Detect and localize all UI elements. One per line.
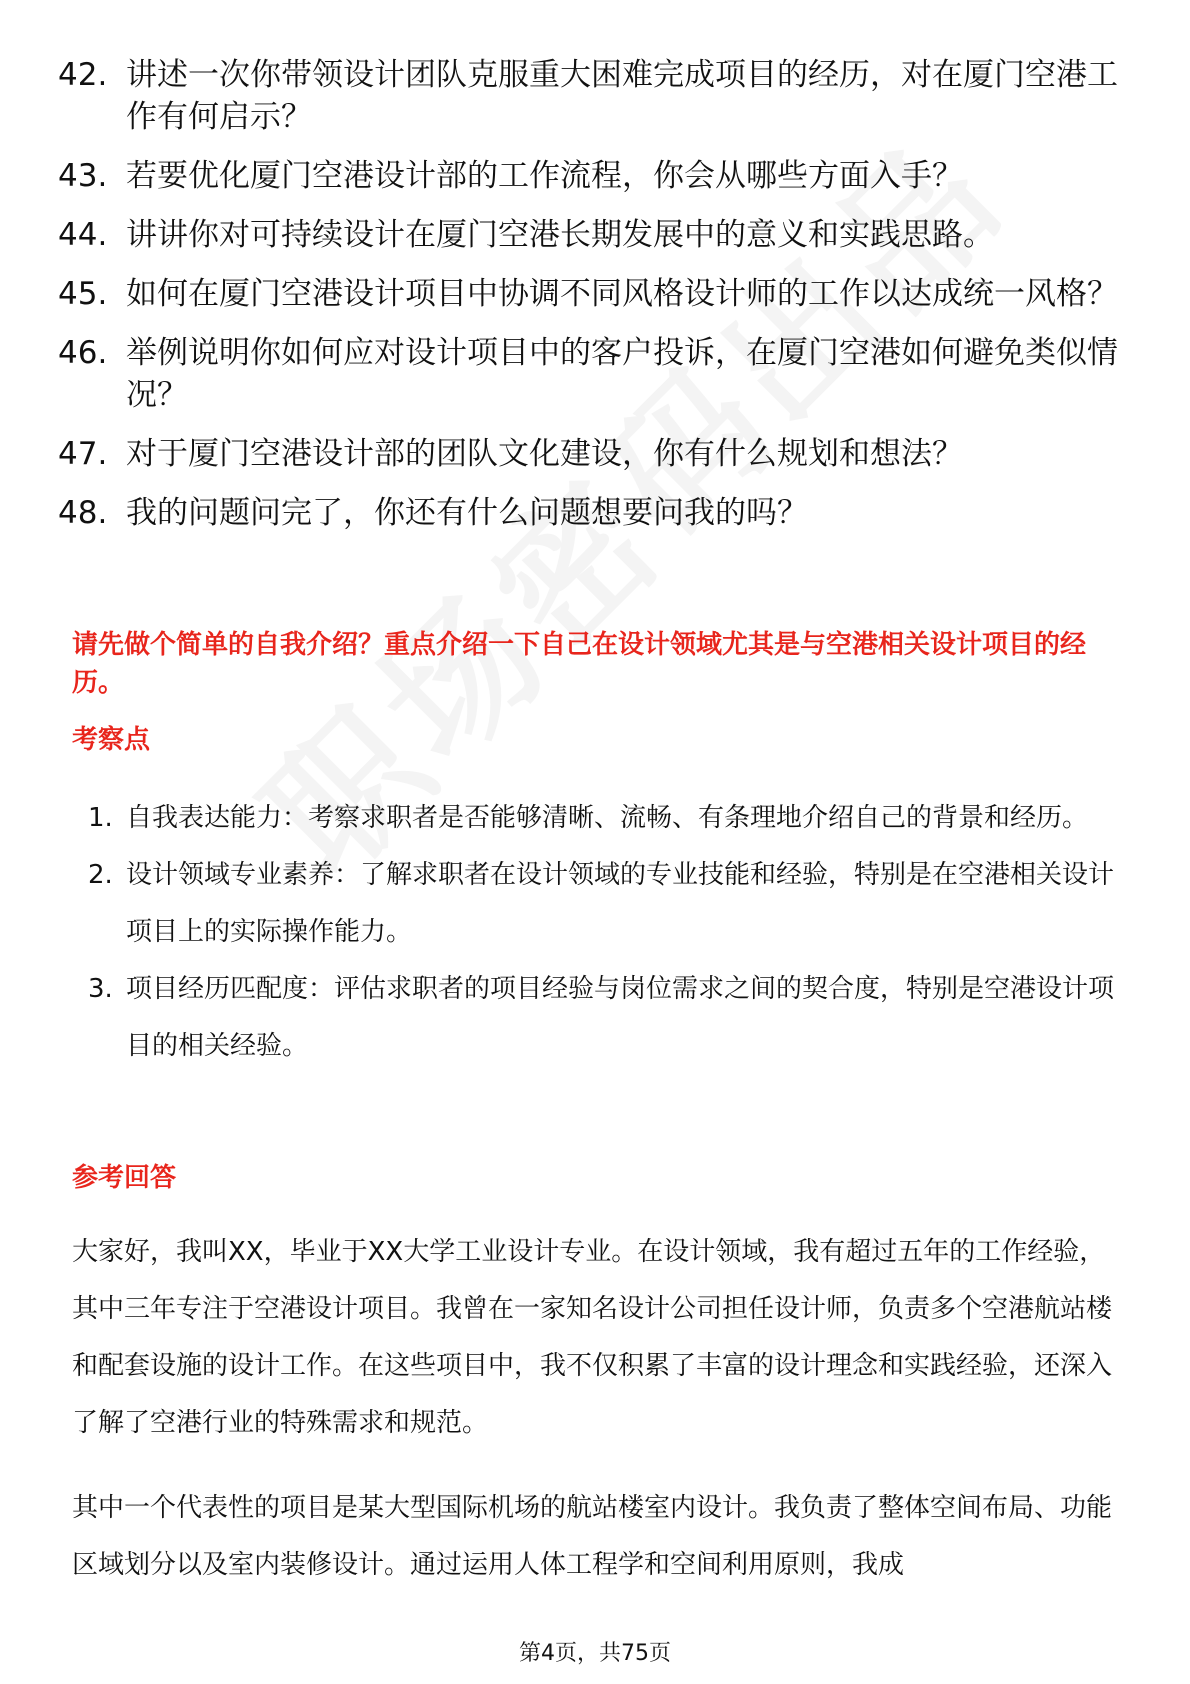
list-item (58, 273, 1118, 315)
point-text: 项目经历匹配度：评估求职者的项目经验与岗位需求之间的契合度，特别是空港设计项目的相关经验。 (126, 974, 1115, 1061)
point-number: 1. (88, 803, 113, 833)
question-list (58, 54, 1118, 551)
question-text: 若要优化厦门空港设计部的工作流程，你会从哪些方面入手？ (126, 158, 963, 194)
list-item (58, 433, 1118, 475)
list-item (58, 492, 1118, 534)
question-text: 举例说明你如何应对设计项目中的客户投诉，在厦门空港如何避免类似情况？ (126, 335, 1118, 413)
list-item (58, 214, 1118, 256)
point-text: 自我表达能力：考察求职者是否能够清晰、流畅、有条理地介绍自己的背景和经历。 (126, 803, 1089, 833)
question-text: 对于厦门空港设计部的团队文化建设，你有什么规划和想法？ (126, 436, 963, 472)
list-item (58, 54, 1118, 138)
question-number: 43. (58, 158, 108, 194)
question-text: 讲述一次你带领设计团队克服重大困难完成项目的经历，对在厦门空港工作有何启示？ (126, 57, 1118, 135)
question-number: 44. (58, 217, 108, 253)
list-item (88, 790, 1118, 847)
page-footer: 第4页，共75页 (519, 1641, 671, 1666)
answer-paragraph: 其中一个代表性的项目是某大型国际机场的航站楼室内设计。我负责了整体空间布局、功能区域划分以及室内装修设计。通过运用人体工程学和空间利用原则，我成 (72, 1493, 1113, 1580)
question-number: 42. (58, 57, 108, 93)
question-number: 45. (58, 276, 108, 312)
list-item (58, 155, 1118, 197)
question-text: 讲讲你对可持续设计在厦门空港长期发展中的意义和实践思路。 (126, 217, 994, 253)
point-number: 2. (88, 860, 113, 890)
question-number: 47. (58, 436, 108, 472)
question-text: 如何在厦门空港设计项目中协调不同风格设计师的工作以达成统一风格？ (126, 276, 1118, 312)
list-item (88, 961, 1118, 1075)
point-number: 3. (88, 974, 113, 1004)
points-heading: 考察点 (72, 725, 151, 755)
list-item (88, 847, 1118, 961)
question-number: 46. (58, 335, 108, 371)
section-question-heading: 请先做个简单的自我介绍？重点介绍一下自己在设计领域尤其是与空港相关设计项目的经历。 (72, 630, 1087, 698)
point-text: 设计领域专业素养：了解求职者在设计领域的专业技能和经验，特别是在空港相关设计项目上的实际操作能力。 (126, 860, 1115, 947)
list-item (58, 332, 1118, 416)
answer-heading: 参考回答 (72, 1163, 177, 1193)
points-list (88, 790, 1118, 1075)
question-number: 48. (58, 495, 108, 531)
answer-paragraph: 大家好，我叫XX，毕业于XX大学工业设计专业。在设计领域，我有超过五年的工作经验，其中三年专注于空港设计项目。我曾在一家知名设计公司担任设计师，负责多个空港航站楼和配套设施的设计工作。在这些项目中，我不仅积累了丰富的设计理念和实践经验，还深入了解了空港行业的特殊需求和规范。 (72, 1237, 1113, 1438)
question-text: 我的问题问完了，你还有什么问题想要问我的吗？ (126, 495, 808, 531)
